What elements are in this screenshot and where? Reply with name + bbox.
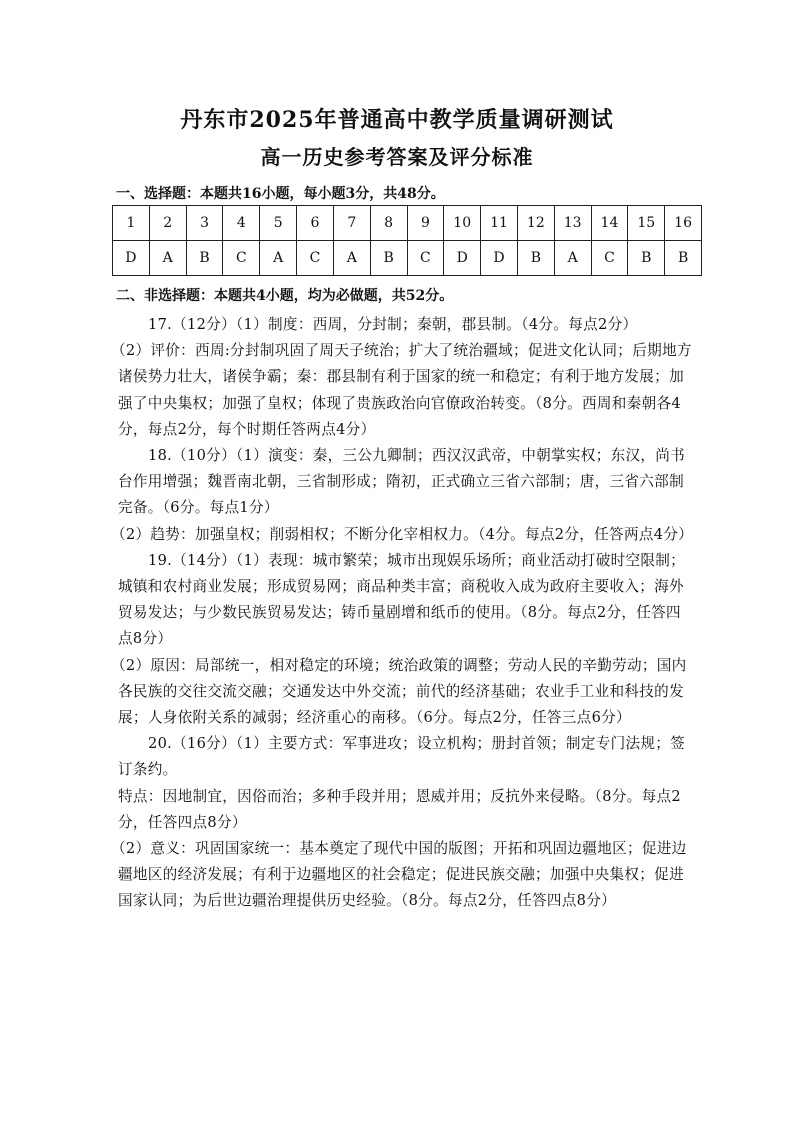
question-number: 4	[223, 206, 260, 241]
answer-cell: B	[665, 241, 702, 276]
question-number: 16	[665, 206, 702, 241]
answer-paragraph: （2）趋势：加强皇权；削弱相权；不断分化宰相权力。（4分。每点2分，任答两点4分）	[111, 525, 694, 543]
answer-cell: B	[517, 241, 554, 276]
section2-heading: 二、非选择题：本题共4小题，均为必做题，共52分。	[116, 288, 454, 304]
question-number: 15	[628, 206, 665, 241]
answer-cell: C	[223, 241, 260, 276]
question-number: 3	[186, 206, 223, 241]
answer-paragraph: （2）意义：巩固国家统一：基本奠定了现代中国的版图；开拓和巩固边疆地区；促进边疆地区的经济发展；有利于边疆地区的社会稳定；促进民族交融；加强中央集权；促进国家认同；为后世边疆治理提供历史经验。（8分。每点2分，任答四点8分）	[111, 840, 687, 910]
answer-cell: B	[628, 241, 665, 276]
question-number: 14	[591, 206, 628, 241]
answer-paragraph: 17.（12分）（1）制度：西周，分封制；秦朝，郡县制。（4分。每点2分）	[148, 316, 638, 333]
question-number: 10	[444, 206, 481, 241]
answer-cell: A	[333, 241, 370, 276]
answer-row	[113, 241, 702, 276]
answer-body	[111, 312, 694, 915]
section1-heading: 一、选择题：本题共16小题，每小题3分，共48分。	[116, 186, 445, 202]
answer-paragraph: （2）原因：局部统一，相对稳定的环境；统治政策的调整；劳动人民的辛勤劳动；国内各民族的交往交流交融；交通发达中外交流；前代的经济基础；农业手工业和科技的发展；人身依附关系的减弱；经济重心的南移。（6分。每点2分，任答三点6分）	[111, 656, 687, 727]
answer-cell: B	[186, 241, 223, 276]
answer-cell: C	[297, 241, 334, 276]
answer-paragraph: 20.（16分）（1）主要方式：军事进攻；设立机构；册封首领；制定专门法规；签订条约。	[118, 735, 686, 779]
answer-paragraph: 18.（10分）（1）演变：秦，三公九卿制；西汉汉武帝，中朝掌实权；东汉，尚书台作用增强；魏晋南北朝，三省制形成；隋初，正式确立三省六部制；唐，三省六部制完备。（6分。每点1分）	[118, 447, 686, 517]
document-title: 丹东市2025年普通高中教学质量调研测试	[180, 107, 614, 133]
question-number: 7	[333, 206, 370, 241]
answer-cell: A	[149, 241, 186, 276]
answer-cell: A	[554, 241, 591, 276]
question-number: 11	[481, 206, 518, 241]
answer-cell: C	[407, 241, 444, 276]
answer-cell: D	[481, 241, 518, 276]
answer-paragraph: 特点：因地制宜，因俗而治；多种手段并用；恩威并用；反抗外来侵略。（8分。每点2分，任答四点8分）	[118, 787, 681, 831]
question-number: 13	[554, 206, 591, 241]
answer-table	[112, 205, 702, 276]
question-number: 6	[297, 206, 334, 241]
question-number-row	[113, 206, 702, 241]
answer-cell: B	[370, 241, 407, 276]
question-number: 1	[113, 206, 150, 241]
question-number: 2	[149, 206, 186, 241]
question-number: 12	[517, 206, 554, 241]
answer-cell: D	[113, 241, 150, 276]
question-number: 5	[260, 206, 297, 241]
question-number: 8	[370, 206, 407, 241]
question-number: 9	[407, 206, 444, 241]
document-subtitle: 高一历史参考答案及评分标准	[260, 145, 534, 169]
answer-cell: D	[444, 241, 481, 276]
answer-cell: A	[260, 241, 297, 276]
answer-paragraph: （2）评价：西周:分封制巩固了周天子统治；扩大了统治疆域；促进文化认同；后期地方诸侯势力壮大，诸侯争霸；秦：郡县制有利于国家的统一和稳定；有利于地方发展；加强了中央集权；加强了皇权；体现了贵族政治向官僚政治转变。（8分。西周和秦朝各4分，每点2分，每个时期任答两点4分）	[111, 342, 692, 438]
answer-paragraph: 19.（14分）（1）表现：城市繁荣；城市出现娱乐场所；商业活动打破时空限制；城镇和农村商业发展；形成贸易网；商品种类丰富；商税收入成为政府主要收入；海外贸易发达；与少数民族贸易发达；铸币量剧增和纸币的使用。（8分。每点2分，任答四点8分）	[118, 551, 686, 648]
answer-cell: C	[591, 241, 628, 276]
